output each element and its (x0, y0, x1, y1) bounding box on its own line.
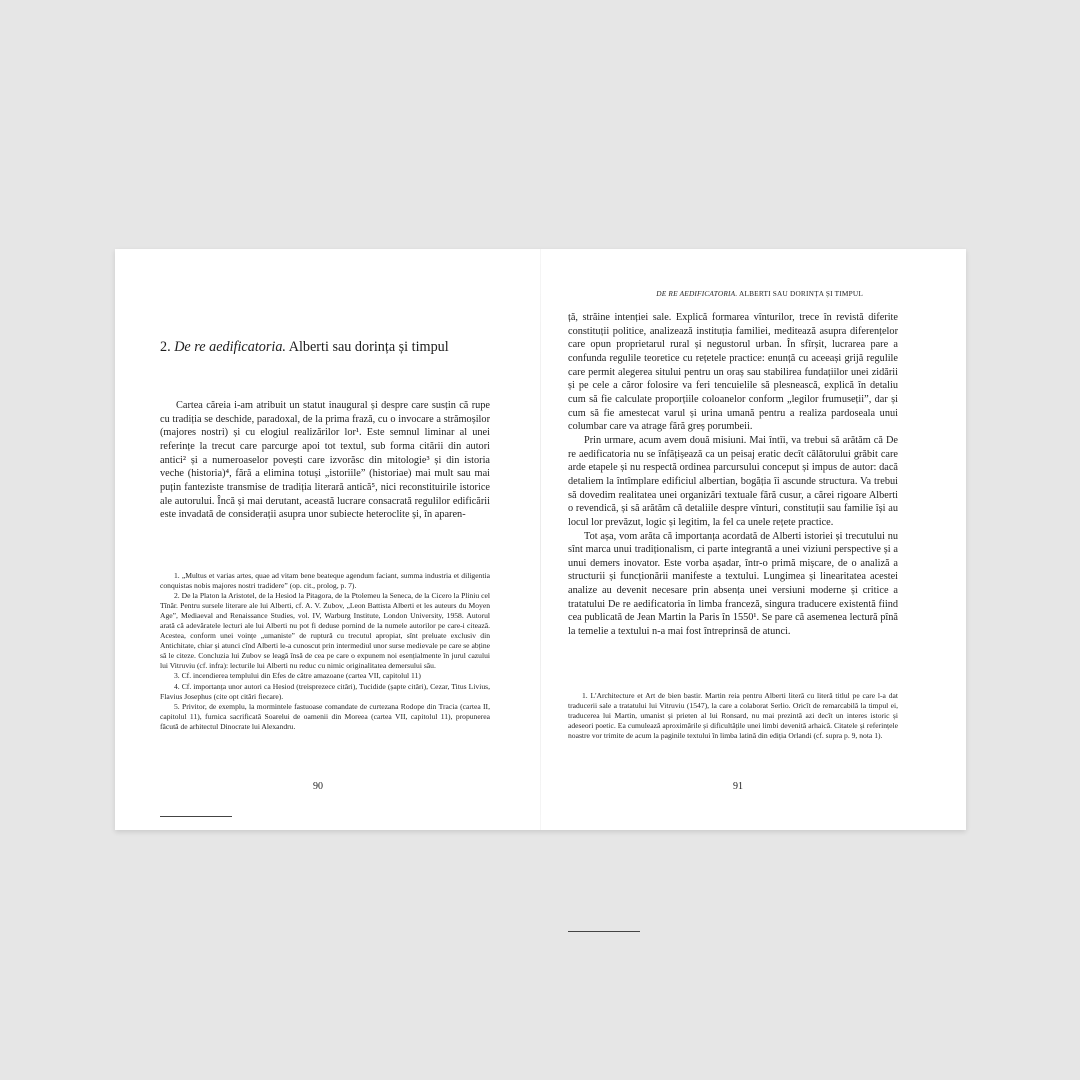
left-page (115, 249, 540, 830)
left-body-text (160, 399, 490, 522)
right-paragraph: ță, străine intenției sale. Explică formarea vînturilor, trece în revistă diferite constituții politice, analizează instituția familiei, meditează asupra diferențelor care opun proprietarul rural și negustorul urban. În sfîrșit, lucrarea pare a confunda regulile teoretice cu rețetele practice: enunță cu aceeași grijă regulile care permit alegerea sitului pentru un oraș sau stabilirea fundațiilor unei zidării și pe cele a căror folosire va feri tencuielile să plesnească, explică în detaliu cum să fie calculate proporțiile coloanelor conform „legilor frumuseții”, dar și cum să fie amestecat varul și urina umană pentru a realiza pardoseala unui columbar care va atrage fără greș porumbeii. (568, 312, 898, 433)
page-number-left: 90 (313, 781, 323, 792)
footnote-rule (160, 816, 232, 817)
footnote: 1. „Multus et varias artes, quae ad vitam bene beateque agendum faciant, summa industria et diligentia conquistas nobis majores nostri tradidere” (op. cit., prolog, p. 7). (160, 571, 490, 591)
footnote-rule (568, 931, 640, 932)
running-head-italic: DE RE AEDIFICATORIA. (656, 289, 738, 298)
right-paragraph: Tot așa, vom arăta că importanța acordată de Alberti istoriei și trecutului nu sînt marca unui tradiționalism, ci parte integrantă a unei viziuni perspective și a unui demers inovator. Este vorba așadar, într-o primă mișcare, de o analiză a structurii și funcționării manifeste a textului. Lungimea și linearitatea acestei analize au devenit necesare prin absența unei versiuni moderne și critice a tratatului De re aedificatoria în limba franceză, singura traducere existentă fiind cea publicată de Jean Martin la Paris în 1550¹. Se pare că asemenea lectură pînă la temelie a textului n-a mai fost întreprinsă de atunci. (568, 530, 898, 638)
chapter-title-rest: Alberti sau dorința și timpul (285, 339, 449, 355)
footnote: 1. L'Architecture et Art de bien bastir. Martin reia pentru Alberti literă cu literă titlul pe care l-a dat traducerii sale a tratatului lui Vitruviu (1547), la care a colaborat Serlio. Oricît de remarcabilă la timpul ei, traducerea lui Martin, umanist și prieten al lui Ronsard, nu mai prezintă azi decît un interes istoric și adeseori poetic. Ea cumulează aproximările și dificultățile unei limbi devenită arhaică. Citatele și referințele noastre vor trimite de acum la paginile textului în limba latină din ediția Orlandi (cf. supra p. 9, nota 1). (568, 691, 898, 741)
left-footnotes (160, 571, 490, 732)
page-number-right: 91 (733, 781, 743, 792)
running-head-rest: ALBERTI SAU DORINȚA ȘI TIMPUL (737, 289, 863, 298)
book-spread (115, 249, 966, 830)
right-page (541, 249, 966, 830)
right-footnotes (568, 691, 898, 741)
right-paragraph: Prin urmare, acum avem două misiuni. Mai întîi, va trebui să arătăm că De re aedificatoria nu se înfățișează ca un peisaj eratic decît călătorului grăbit care arde etapele și nu respectă ordinea parcursului conceput și impus de autor: dacă detaliem la întîmplare edificiul albertian, bogăția îi ascunde structura. Va trebui să dovedim realitatea unei organizări textuale fără cusur, a cărei rigoare Alberti o revendică, și să arătăm că detaliile despre vînturi, constituții sau familie își au locul lor prevăzut, logic și legitim, la fel ca unele rețete practice. (568, 434, 898, 528)
footnote: 5. Privitor, de exemplu, la mormintele fastuoase comandate de curtezana Rodope din Tracia (cartea II, capitolul 11), furnica sacrificată Soarelui de oamenii din Moreea (cartea VII, capitolul 11), propunerea făcută de arhitectul Dinocrate lui Alexandru. (160, 701, 490, 731)
footnote: 2. De la Platon la Aristotel, de la Hesiod la Pitagora, de la Ptolemeu la Seneca, de la Cicero la Pliniu cel Tînăr. Pentru sursele literare ale lui Alberti, cf. A. V. Zubov, „Leon Battista Alberti et les auteurs du Moyen Age”, Mediaeval and Renaissance Studies, vol. IV, Warburg Institute, London University, 1958. Autorul arată că adevăratele lecturi ale lui Alberti nu pot fi deduse pornind de la numele autorilor pe care-i citează. Acestea, conform unei voințe „umaniste” de ruptură cu trecutul apropiat, sînt preluate exclusiv din Antichitate, chiar și atunci cînd Alberti le-a cunoscut prin intermediul unor surse medievale pe care se abține să le citeze. Concluzia lui Zubov se leagă însă de cea pe care o expunem noi esențialmente în jurul cazului lui Vitruviu (cf. infra): lecturile lui Alberti nu reduc cu nimic originalitatea demersului său. (160, 591, 490, 671)
chapter-title-italic: De re aedificatoria. (174, 339, 286, 355)
footnote: 4. Cf. importanța unor autori ca Hesiod (treisprezece citări), Tucidide (șapte citări), Cezar, Titus Livius, Flavius Josephus (cite opt citări fiecare). (160, 681, 490, 701)
footnote: 3. Cf. incendierea templului din Efes de către amazoane (cartea VII, capitolul 11) (174, 671, 421, 681)
left-paragraph: Cartea căreia i-am atribuit un statut inaugural și despre care susțin că rupe cu tradiția se deschide, paradoxal, de la prima frază, cu o invocare a strămoșilor (majores nostri) și cu elogiul realizărilor lor¹. Este semnul liminar al unei referințe la trecut care parcurge apoi tot textul, sub forma citării din autori antici² și a numeroaselor povești care izvorăsc din mitologie³ și din istoria veche (historia)⁴, fără a elimina totuși „istoriile” (historiae) mai mult sau mai puțin fanteziste transmise de tradiția literară antică⁵, nici reconstituirile istorice ale autorului. Încă și mai derutant, această lucrare consacrată regulilor edificării este invadată de considerații asupra unor subiecte heteroclite și, în aparen- (160, 400, 490, 521)
chapter-number: 2. (160, 339, 175, 355)
running-head (541, 289, 863, 298)
right-body-text (568, 311, 898, 639)
chapter-title (160, 339, 520, 356)
